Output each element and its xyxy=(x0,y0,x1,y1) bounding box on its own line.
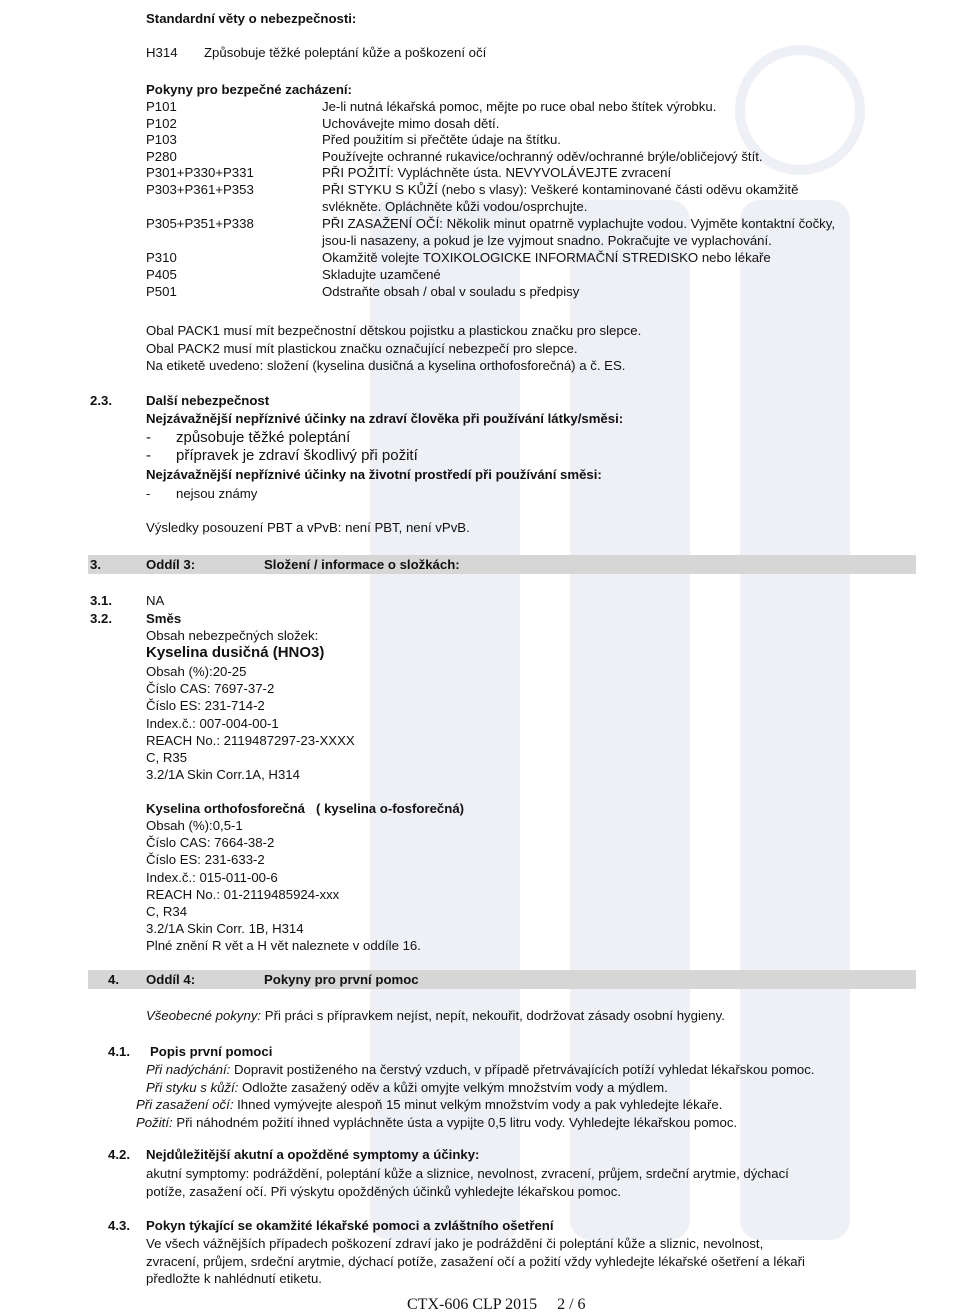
precautionary-text: PŘI STYKU S KŮŽÍ (nebo s vlasy): Veškeré kontaminované části oděvu okamžitě xyxy=(322,182,799,197)
acute-symptoms-text: podráždění, poleptání kůže a sliznice, nevolnost, zvracení, průjem, srdeční arytmie, dýchací xyxy=(249,1166,789,1181)
component-2-detail: Číslo ES: 231-633-2 xyxy=(146,852,265,868)
precautionary-code: P405 xyxy=(146,267,177,282)
env-effects-heading: Nejzávažnější nepříznivé účinky na životní prostředí při používání směsi: xyxy=(146,467,602,482)
component-1-detail: Číslo ES: 231-714-2 xyxy=(146,698,265,714)
precautionary-text: Před použitím si přečtěte údaje na štítku. xyxy=(322,132,561,148)
health-item: způsobuje těžké poleptání xyxy=(176,429,351,446)
precautionary-code: P103 xyxy=(146,132,177,148)
first-aid-item xyxy=(146,1080,668,1096)
component-2-detail: C, R34 xyxy=(146,904,188,919)
precautionary-code: P102 xyxy=(146,115,177,131)
first-aid-item-text: Ihned vymývejte alespoň 15 minut velkým množstvím vody a pak vyhledejte lékaře. xyxy=(233,1097,723,1112)
component-2-detail: Obsah (%):0,5-1 xyxy=(146,818,243,833)
component-1-detail: REACH No.: 2119487297-23-XXXX xyxy=(146,732,355,748)
section-3-title: Složení / informace o složkách: xyxy=(264,557,460,572)
section-4-3-title: Pokyn týkající se okamžité lékařské pomoci a zvláštního ošetření xyxy=(146,1218,554,1233)
hazard-statements-title: Standardní věty o nebezpečnosti: xyxy=(146,11,357,26)
general-instructions-text: Při práci s přípravkem nejíst, nepít, nekouřit, dodržovat zásady osobní hygieny. xyxy=(261,1008,725,1023)
first-aid-item xyxy=(136,1115,737,1131)
first-aid-item-label: Při zasažení očí: xyxy=(136,1097,234,1112)
component-2-detail: Index.č.: 015-011-00-6 xyxy=(146,869,278,885)
first-aid-item-text: Odložte zasažený oděv a kůži omyjte velkým množstvím vody a mýdlem. xyxy=(238,1079,668,1095)
component-1-detail: C, R35 xyxy=(146,750,188,765)
precautionary-text: svlékněte. Opláchněte kůži vodou/osprchujte. xyxy=(322,198,588,214)
general-instructions-label: Všeobecné pokyny: xyxy=(146,1008,262,1023)
precautionary-code: P501 xyxy=(146,283,177,299)
section-4-label: Oddíl 4: xyxy=(146,972,196,987)
first-aid-item xyxy=(146,1062,815,1078)
packaging-note: Na etiketě uvedeno: složení (kyselina dusičná a kyselina orthofosforečná) a č. ES. xyxy=(146,358,626,373)
section-4-1-number: 4.1. xyxy=(108,1044,130,1059)
hazard-text: Způsobuje těžké poleptání kůže a poškození očí xyxy=(204,45,487,60)
precautionary-code: P301+P330+P331 xyxy=(146,165,254,181)
dash: - xyxy=(146,447,151,464)
section-4-2-number: 4.2. xyxy=(108,1147,130,1162)
component-2-detail: REACH No.: 01-2119485924-xxx xyxy=(146,886,340,902)
precautionary-text: Uchovávejte mimo dosah dětí. xyxy=(322,115,500,131)
precautionary-code: P280 xyxy=(146,148,177,164)
section-4-title: Pokyny pro první pomoc xyxy=(264,972,419,987)
component-1-name: Kyselina dusičná (HNO3) xyxy=(146,644,325,661)
section-3-number: 3. xyxy=(90,557,101,572)
precautionary-text: Skladujte uzamčené xyxy=(322,267,441,282)
dash: - xyxy=(146,429,151,446)
components-intro: Obsah nebezpečných složek: xyxy=(146,628,319,643)
section-4-3-number: 4.3. xyxy=(108,1218,130,1233)
page-footer: CTX-606 CLP 2015 2 / 6 xyxy=(407,1296,586,1313)
section-3-1-text: NA xyxy=(146,593,165,608)
section-3-2-title: Směs xyxy=(146,611,182,626)
general-instructions xyxy=(146,1008,725,1024)
precautionary-text: Používejte ochranné rukavice/ochranný oděv/ochranné brýle/obličejový štít. xyxy=(322,148,763,164)
pbt-result: Výsledky posouzení PBT a vPvB: není PBT, není vPvB. xyxy=(146,520,470,535)
precautionary-code: P101 xyxy=(146,99,177,114)
component-2-detail: 3.2/1A Skin Corr. 1B, H314 xyxy=(146,921,304,937)
precautionary-text: Je-li nutná lékařská pomoc, mějte po ruce obal nebo štítek výrobku. xyxy=(322,99,717,114)
section-3-label: Oddíl 3: xyxy=(146,557,196,572)
first-aid-item xyxy=(136,1097,722,1113)
section-3-header-bar xyxy=(88,555,916,574)
precautionary-code: P305+P351+P338 xyxy=(146,216,254,232)
component-1-detail: Číslo CAS: 7697-37-2 xyxy=(146,681,275,697)
section-3-2-number: 3.2. xyxy=(90,611,112,626)
precautionary-text: jsou-li nasazeny, a pokud je lze vyjmout snadno. Pokračujte ve vyplachování. xyxy=(322,232,772,248)
section-4-3-line: zvracení, průjem, srdeční arytmie, dýchací potíže, zasažení očí a požití vždy vyhledejte lékařské ošetření a lékaři xyxy=(146,1253,805,1269)
component-1-detail: Obsah (%):20-25 xyxy=(146,664,247,679)
acute-symptoms-label: akutní symptomy: xyxy=(146,1166,250,1181)
section-2-3-title: Další nebezpečnost xyxy=(146,393,270,408)
section-4-3-line: Ve všech vážnějších případech poškození zdraví jako je podráždění či poleptání kůže a sliznic, nevolnost, xyxy=(146,1236,764,1251)
health-effects-heading: Nejzávažnější nepříznivé účinky na zdraví člověka při používání látky/směsi: xyxy=(146,411,624,426)
packaging-note: Obal PACK2 musí mít plastickou značku označující nebezpečí pro slepce. xyxy=(146,340,578,356)
precautionary-text: PŘI ZASAŽENÍ OČÍ: Několik minut opatrně vyplachujte vodou. Vyjměte kontaktní čočky, xyxy=(322,216,836,232)
first-aid-item-label: Požití: xyxy=(136,1114,173,1130)
section-2-3-number: 2.3. xyxy=(90,393,112,408)
precautionary-text: PŘI POŽITÍ: Vypláchněte ústa. NEVYVOLÁVEJTE zvracení xyxy=(322,165,672,181)
first-aid-item-text: Při náhodném požití ihned vypláchněte ústa a vypijte 0,5 litru vody. Vyhledejte lékařskou pomoc. xyxy=(172,1114,738,1130)
section-3-1-number: 3.1. xyxy=(90,593,112,608)
precautionary-title: Pokyny pro bezpečné zacházení: xyxy=(146,82,352,97)
acute-symptoms xyxy=(146,1166,789,1182)
section-4-2-title: Nejdůležitější akutní a opožděné symptomy a účinky: xyxy=(146,1147,480,1162)
health-item: přípravek je zdraví škodlivý při požití xyxy=(176,447,418,464)
component-2-name: Kyselina orthofosforečná ( kyselina o-fosforečná) xyxy=(146,801,465,816)
section-4-3-line: předložte k nahlédnutí etiketu. xyxy=(146,1271,322,1286)
component-1-detail: 3.2/1A Skin Corr.1A, H314 xyxy=(146,767,300,783)
packaging-note: Obal PACK1 musí mít bezpečnostní dětskou pojistku a plastickou značku pro slepce. xyxy=(146,323,642,338)
section-4-1-title: Popis první pomoci xyxy=(150,1044,273,1059)
first-aid-item-text: Dopravit postiženého na čerstvý vzduch, v případě přetrvávajících potíží vyhledat lékařskou pomoc. xyxy=(230,1062,815,1077)
acute-symptoms-continued: potíže, zasažení očí. Při výskytu opožděných účinků vyhledejte lékařskou pomoc. xyxy=(146,1184,621,1199)
precautionary-code: P310 xyxy=(146,250,177,266)
component-1-detail: Index.č.: 007-004-00-1 xyxy=(146,715,279,731)
section-4-header-bar xyxy=(88,970,916,989)
component-2-detail: Plné znění R vět a H vět naleznete v oddíle 16. xyxy=(146,938,421,954)
hazard-code: H314 xyxy=(146,45,178,60)
precautionary-code: P303+P361+P353 xyxy=(146,182,254,197)
first-aid-item-label: Při nadýchání: xyxy=(146,1062,231,1077)
component-2-detail: Číslo CAS: 7664-38-2 xyxy=(146,835,275,851)
dash: - xyxy=(146,486,151,501)
precautionary-text: Okamžitě volejte TOXIKOLOGICKE INFORMAČNÍ STREDISKO nebo lékaře xyxy=(322,250,771,266)
env-item: nejsou známy xyxy=(176,486,258,501)
first-aid-item-label: Při styku s kůží: xyxy=(146,1079,239,1095)
section-4-number: 4. xyxy=(108,972,119,987)
precautionary-text: Odstraňte obsah / obal v souladu s předpisy xyxy=(322,283,580,299)
